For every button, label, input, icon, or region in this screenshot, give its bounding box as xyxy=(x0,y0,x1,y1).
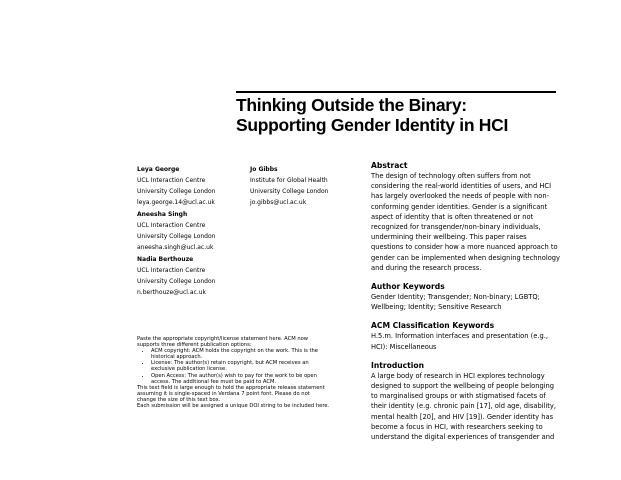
abstract-line: has largely overlooked the needs of people with non- xyxy=(371,192,549,201)
acm-line: HCI): Miscellaneous xyxy=(371,342,437,351)
author-block-2 xyxy=(250,164,328,208)
author-keywords-section xyxy=(371,282,586,312)
copyright-outro-line: assuming it is single-spaced in Verdana 7 point font. Please do not xyxy=(137,390,310,397)
acm-classification-section xyxy=(371,321,586,351)
abstract-line: considering the real-world identities of users, and HCI xyxy=(371,182,552,191)
copyright-outro-line: change the size of this text box. xyxy=(137,396,221,403)
abstract-line: recognized for transgender/non-binary individuals, xyxy=(371,223,541,232)
copyright-option-line: Open Access: The author(s) wish to pay for the work to be open xyxy=(151,372,317,379)
copyright-outro-line: Each submission will be assigned a unique DOI string to be included here. xyxy=(137,403,330,410)
author-keywords-body xyxy=(371,292,586,312)
abstract-line: aspect of identity that is often threatened or not xyxy=(371,212,534,221)
keywords-line: Gender Identity; Transgender; Non-binary; LGBTQ; xyxy=(371,293,540,302)
abstract-line: gender can be implemented when designing technology xyxy=(371,253,560,262)
author-block-1 xyxy=(137,164,215,208)
abstract-line: The design of technology often suffers from not xyxy=(371,172,531,180)
copyright-intro-line: Paste the appropriate copyright/license statement here. ACM now xyxy=(137,336,309,342)
copyright-block xyxy=(137,336,359,409)
introduction-section xyxy=(371,361,586,442)
copyright-option-line: License: The author(s) retain copyright, but ACM receives an xyxy=(151,360,309,367)
author-email[interactable]: jo.gibbs@ucl.ac.uk xyxy=(250,199,307,206)
copyright-option-line: ACM copyright: ACM holds the copyright on the work. This is the xyxy=(151,348,318,355)
author-affiliation: UCL Interaction Centre xyxy=(137,177,206,184)
introduction-line: their identity (e.g. chronic pain [17], old age, disability, xyxy=(371,402,556,411)
author-email[interactable]: aneesha.singh@ucl.ac.uk xyxy=(137,244,214,251)
abstract-line: questions to consider how a more nuanced approach to xyxy=(371,243,558,252)
author-email[interactable]: leya.george.14@ucl.ac.uk xyxy=(137,199,215,206)
introduction-body xyxy=(371,371,586,442)
author-institution: University College London xyxy=(137,278,216,285)
abstract-line: conforming gender identities. Gender is a significant xyxy=(371,202,548,211)
copyright-option-line: exclusive publication license. xyxy=(151,366,227,373)
acm-line: H.5.m. Information interfaces and presentation (e.g., xyxy=(371,332,548,341)
author-block-4 xyxy=(137,254,215,298)
copyright-intro-line: supports three different publication options: xyxy=(137,342,252,349)
abstract-heading: Abstract xyxy=(371,161,408,170)
abstract-line: and during the research process. xyxy=(371,263,482,272)
copyright-outro-line: This text field is large enough to hold the appropriate release statement xyxy=(137,384,325,391)
copyright-option-item xyxy=(151,348,359,360)
abstract-section xyxy=(371,161,586,273)
acm-classification-body xyxy=(371,331,586,351)
keywords-line: Wellbeing; Identity; Sensitive Research xyxy=(371,303,502,312)
author-affiliation: UCL Interaction Centre xyxy=(137,267,206,274)
author-institution: University College London xyxy=(137,233,216,240)
introduction-line: become a focus in HCI, with researchers seeking to xyxy=(371,422,543,431)
introduction-line: understand the digital experiences of transgender and xyxy=(371,433,555,442)
introduction-heading: Introduction xyxy=(371,360,425,370)
author-block-3 xyxy=(137,209,215,253)
introduction-line: A large body of research in HCI explores technology xyxy=(371,371,545,380)
author-affiliation: Institute for Global Health xyxy=(250,177,328,184)
author-name: Aneesha Singh xyxy=(137,211,188,218)
author-name: Leya George xyxy=(137,166,180,173)
copyright-option-line: historical approach. xyxy=(151,354,203,361)
copyright-option-item xyxy=(151,360,359,372)
abstract-body xyxy=(371,171,586,273)
introduction-line: mental health [20], and HIV [19]). Gender identity has xyxy=(371,412,554,421)
paper-title xyxy=(236,95,616,135)
author-name: Nadia Berthouze xyxy=(137,256,194,263)
author-keywords-heading: Author Keywords xyxy=(371,282,445,292)
title-rule xyxy=(236,91,556,93)
author-institution: University College London xyxy=(250,188,329,195)
abstract-line: undermining their wellbeing. This paper raises xyxy=(371,233,527,242)
author-affiliation: UCL Interaction Centre xyxy=(137,222,206,229)
introduction-line: designed to support the wellbeing of people belonging xyxy=(371,382,555,391)
copyright-option-item xyxy=(151,373,359,385)
author-email[interactable]: n.berthouze@ucl.ac.uk xyxy=(137,289,206,296)
copyright-option-line: access. The additional fee must be paid to ACM. xyxy=(151,378,277,385)
title-line-1: Thinking Outside the Binary: xyxy=(236,95,467,115)
author-name: Jo Gibbs xyxy=(250,166,278,173)
author-institution: University College London xyxy=(137,188,216,195)
acm-classification-heading: ACM Classification Keywords xyxy=(371,321,495,331)
right-column xyxy=(371,161,586,442)
introduction-line: to marginalised groups or with stigmatised facets of xyxy=(371,392,546,401)
title-line-2: Supporting Gender Identity in HCI xyxy=(236,115,509,135)
copyright-options-list xyxy=(137,348,359,385)
